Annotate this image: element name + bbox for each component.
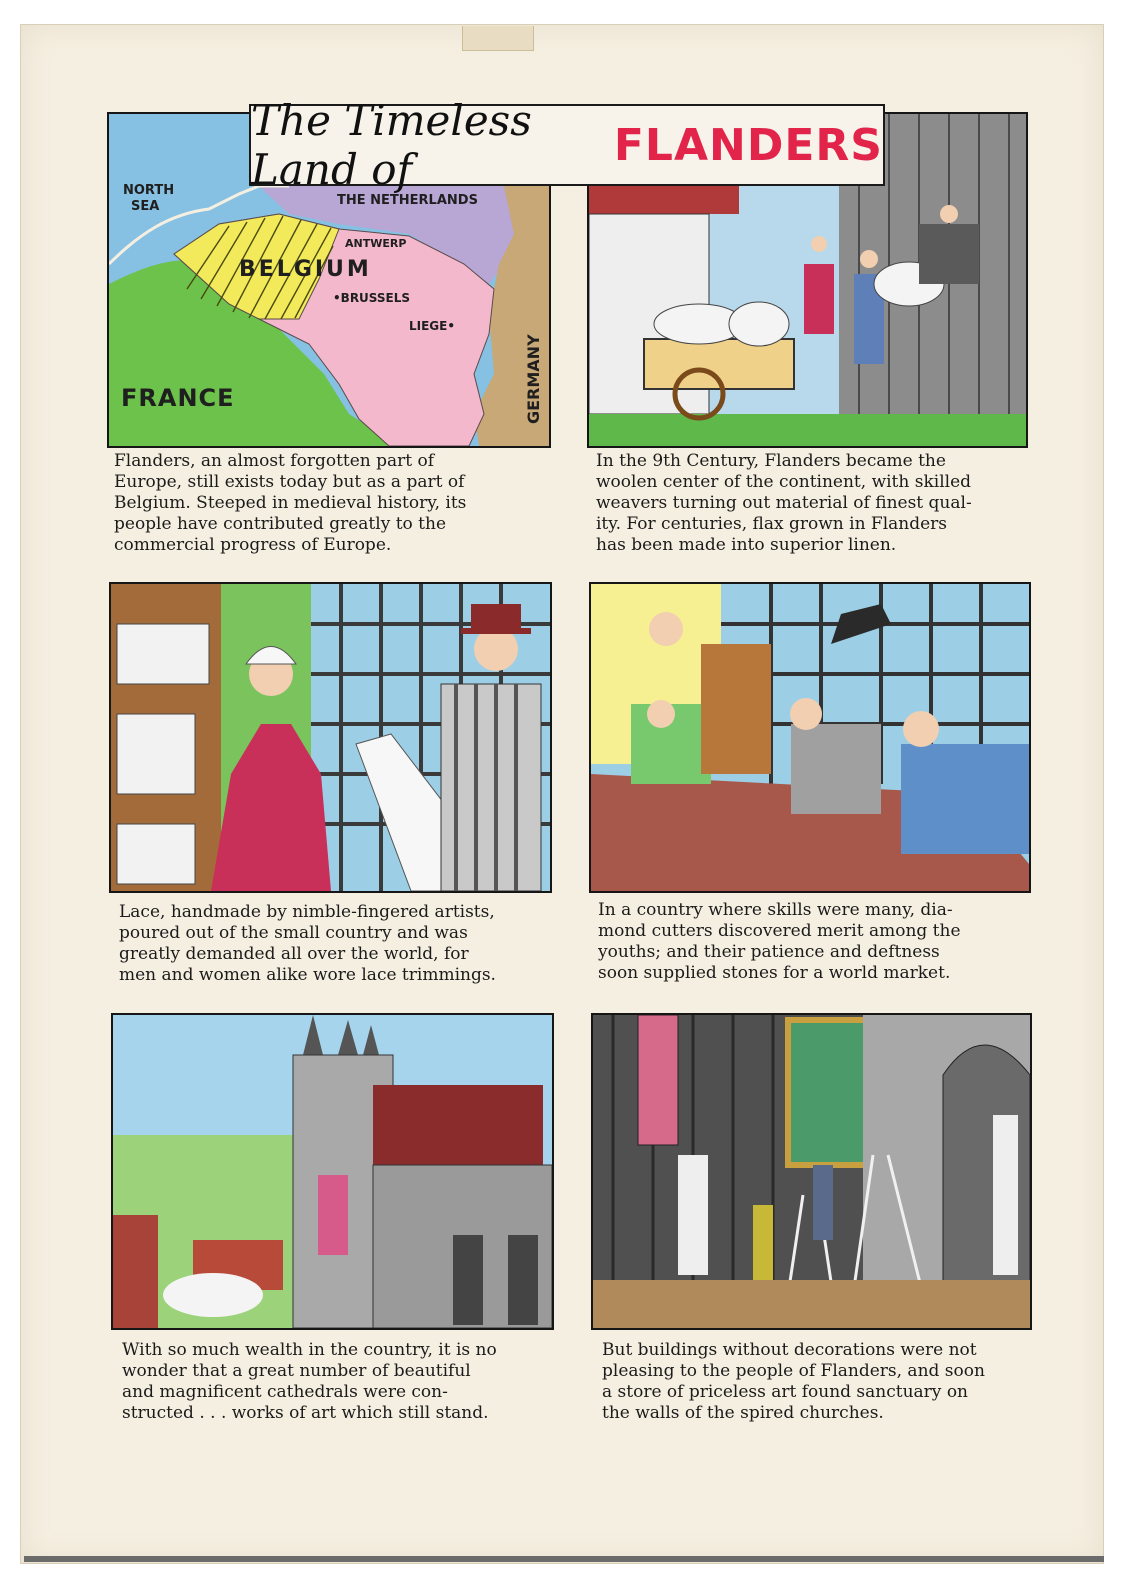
worker-upstairs bbox=[919, 224, 979, 284]
caption-line: mond cutters discovered merit among the bbox=[598, 921, 961, 941]
hat-brim bbox=[461, 628, 531, 634]
caption-church-art bbox=[602, 1340, 1028, 1424]
panel-cathedral bbox=[111, 1013, 554, 1330]
statue-right bbox=[993, 1115, 1018, 1275]
caption-line: and magnificent cathedrals were con- bbox=[122, 1382, 448, 1402]
panel-lace bbox=[109, 582, 552, 893]
caption-line: structed . . . works of art which still stand. bbox=[122, 1403, 489, 1423]
caption-line: Europe, still exists today but as a part of bbox=[114, 472, 465, 492]
woman-head bbox=[811, 236, 827, 252]
upper-worker-head bbox=[940, 205, 958, 223]
caption-diamonds bbox=[598, 900, 1024, 984]
caption-line: greatly demanded all over the world, for bbox=[119, 944, 469, 964]
apprentice-2-head bbox=[790, 698, 822, 730]
caption-line: men and women alike wore lace trimmings. bbox=[119, 965, 496, 985]
apprentice-3-head bbox=[903, 711, 939, 747]
panel-diamond-cutters bbox=[589, 582, 1031, 893]
caption-lace bbox=[119, 902, 545, 986]
caption-line: Lace, handmade by nimble-fingered artists, bbox=[119, 902, 495, 922]
caption-cathedrals bbox=[122, 1340, 546, 1424]
page-title bbox=[249, 96, 885, 194]
caption-line: Flanders, an almost forgotten part of bbox=[114, 451, 435, 471]
master-brown-coat bbox=[701, 644, 771, 774]
caption-wool bbox=[596, 451, 1022, 556]
red-roof bbox=[589, 184, 739, 214]
worker-head bbox=[860, 250, 878, 268]
caption-line: commercial progress of Europe. bbox=[114, 535, 392, 555]
church-art-illustration bbox=[593, 1015, 1030, 1328]
apprentice-blue bbox=[901, 744, 1029, 854]
caption-line: With so much wealth in the country, it is no bbox=[122, 1340, 497, 1360]
apprentice-grey bbox=[791, 724, 881, 814]
caption-line: woolen center of the continent, with skilled bbox=[596, 472, 972, 492]
worker-yellow bbox=[753, 1205, 773, 1290]
bowler-hat bbox=[471, 604, 521, 632]
label-liege: LIEGE• bbox=[409, 319, 456, 333]
woman-red-dress bbox=[804, 264, 834, 334]
caption-line: wonder that a great number of beautiful bbox=[122, 1361, 471, 1381]
caption-line: poured out of the small country and was bbox=[119, 923, 468, 943]
caption-map bbox=[114, 451, 540, 556]
caption-line: In a country where skills were many, dia- bbox=[598, 900, 953, 920]
house-left bbox=[113, 1215, 158, 1328]
caption-line: pleasing to the people of Flanders, and soon bbox=[602, 1361, 985, 1381]
church-floor bbox=[593, 1280, 1030, 1328]
map-sea-corner bbox=[109, 114, 249, 186]
label-antwerp: ANTWERP bbox=[345, 237, 407, 250]
title-flanders: FLANDERS bbox=[613, 119, 883, 171]
cathedral-illustration bbox=[113, 1015, 552, 1328]
wool-bale-2 bbox=[729, 302, 789, 346]
linen-stack-2 bbox=[117, 714, 195, 794]
lace-illustration bbox=[111, 584, 550, 891]
apprentice-1-head bbox=[647, 700, 675, 728]
label-netherlands: THE NETHERLANDS bbox=[337, 193, 478, 208]
caption-line: the walls of the spired churches. bbox=[602, 1403, 884, 1423]
label-brussels: •BRUSSELS bbox=[333, 291, 411, 305]
caption-line: ity. For centuries, flax grown in Flanders bbox=[596, 514, 948, 534]
master-head bbox=[649, 612, 683, 646]
cathedral-door-2 bbox=[508, 1235, 538, 1325]
label-sea: SEA bbox=[131, 199, 160, 214]
caption-line: Belgium. Steeped in medieval history, its bbox=[114, 493, 467, 513]
caption-line: soon supplied stones for a world market. bbox=[598, 963, 951, 983]
label-north: NORTH bbox=[123, 183, 175, 198]
caption-line: youths; and their patience and deftness bbox=[598, 942, 940, 962]
caption-line: a store of priceless art found sanctuary on bbox=[602, 1382, 968, 1402]
label-belgium: BELGIUM bbox=[239, 257, 372, 282]
caption-line: has been made into superior linen. bbox=[596, 535, 897, 555]
label-germany: GERMANY bbox=[524, 334, 543, 424]
caption-line: people have contributed greatly to the bbox=[114, 514, 447, 534]
linen-stack-3 bbox=[117, 824, 195, 884]
label-france: FRANCE bbox=[121, 384, 235, 412]
linen-stack-1 bbox=[117, 624, 209, 684]
caption-line: In the 9th Century, Flanders became the bbox=[596, 451, 946, 471]
worker-ladder bbox=[813, 1165, 833, 1240]
statue-left bbox=[678, 1155, 708, 1275]
grass bbox=[589, 414, 1026, 446]
panel-church-art bbox=[591, 1013, 1032, 1330]
cloud bbox=[163, 1273, 263, 1317]
paper-tab bbox=[462, 26, 534, 51]
stained-glass bbox=[638, 1015, 678, 1145]
page-bottom-edge bbox=[24, 1556, 1104, 1562]
stained-glass-window bbox=[318, 1175, 348, 1255]
cathedral-roof bbox=[373, 1085, 543, 1165]
caption-line: weavers turning out material of finest qual- bbox=[596, 493, 972, 513]
diamond-cutters-illustration bbox=[591, 584, 1029, 891]
caption-line: But buildings without decorations were not bbox=[602, 1340, 977, 1360]
title-script: The Timeless Land of bbox=[251, 96, 532, 194]
cathedral-door bbox=[453, 1235, 483, 1325]
